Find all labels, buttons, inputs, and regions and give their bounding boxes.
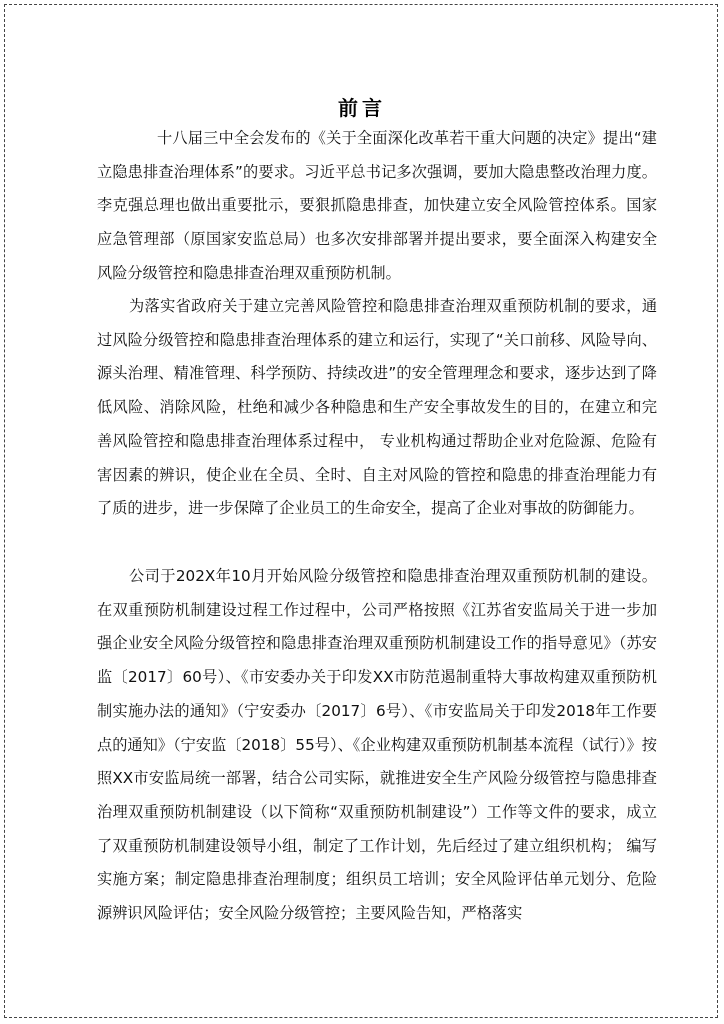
- paragraph-company-progress: 公司于202X年10月开始风险分级管控和隐患排查治理双重预防机制的建设。在双重预防机制建设过程工作过程中，公司严格按照《江苏省安监局关于进一步加强企业安全风险分级管控和隐患排查治理双重预防机制建设工作的指导意见》（苏安监〔2017〕60号）、《市安委办关于印发XX市防范遏制重特大事故构建双重预防机制实施办法的通知》（宁安委办〔2017〕6号）、《市安监局关于印发2018年工作要点的通知》（宁安监〔2018〕55号）、《企业构建双重预防机制基本流程（试行）》按照XX市安监局统一部署，结合公司实际，就推进安全生产风险分级管控与隐患排查治理双重预防机制建设（以下简称“双重预防机制建设”）工作等文件的要求，成立了双重预防机制建设领导小组，制定了工作计划，先后经过了建立组织机构； 编写实施方案；制定隐患排查治理制度；组织员工培训；安全风险评估单元划分、危险源辨识风险评估；安全风险分级管控；主要风险告知，严格落实: [97, 567, 657, 923]
- paragraph-intro: 十八届三中全会发布的《关于全面深化改革若干重大问题的决定》提出“建立隐患排查治理体系”的要求。习近平总书记多次强调，要加大隐患整改治理力度。李克强总理也做出重要批示，要狠抓隐患排查，加快建立安全风险管控体系。国家应急管理部（原国家安监总局）也多次安排部署并提出要求，要全面深入构建安全风险分级管控和隐患排查治理双重预防机制。: [97, 129, 657, 282]
- page-title: 前言: [338, 96, 386, 120]
- paragraph-implementation: 为落实省政府关于建立完善风险管控和隐患排查治理双重预防机制的要求，通过风险分级管控和隐患排查治理体系的建立和运行，实现了“关口前移、风险导向、源头治理、精准管理、科学预防、持续改进”的安全管理理念和要求，逐步达到了降低风险、消除风险，杜绝和减少各种隐患和生产安全事故发生的目的，在建立和完善风险管控和隐患排查治理体系过程中， 专业机构通过帮助企业对危险源、危险有害因素的辨识，使企业在全员、全时、自主对风险的管控和隐患的排查治理能力有了质的进步，进一步保障了企业员工的生命安全，提高了企业对事故的防御能力。: [97, 297, 657, 518]
